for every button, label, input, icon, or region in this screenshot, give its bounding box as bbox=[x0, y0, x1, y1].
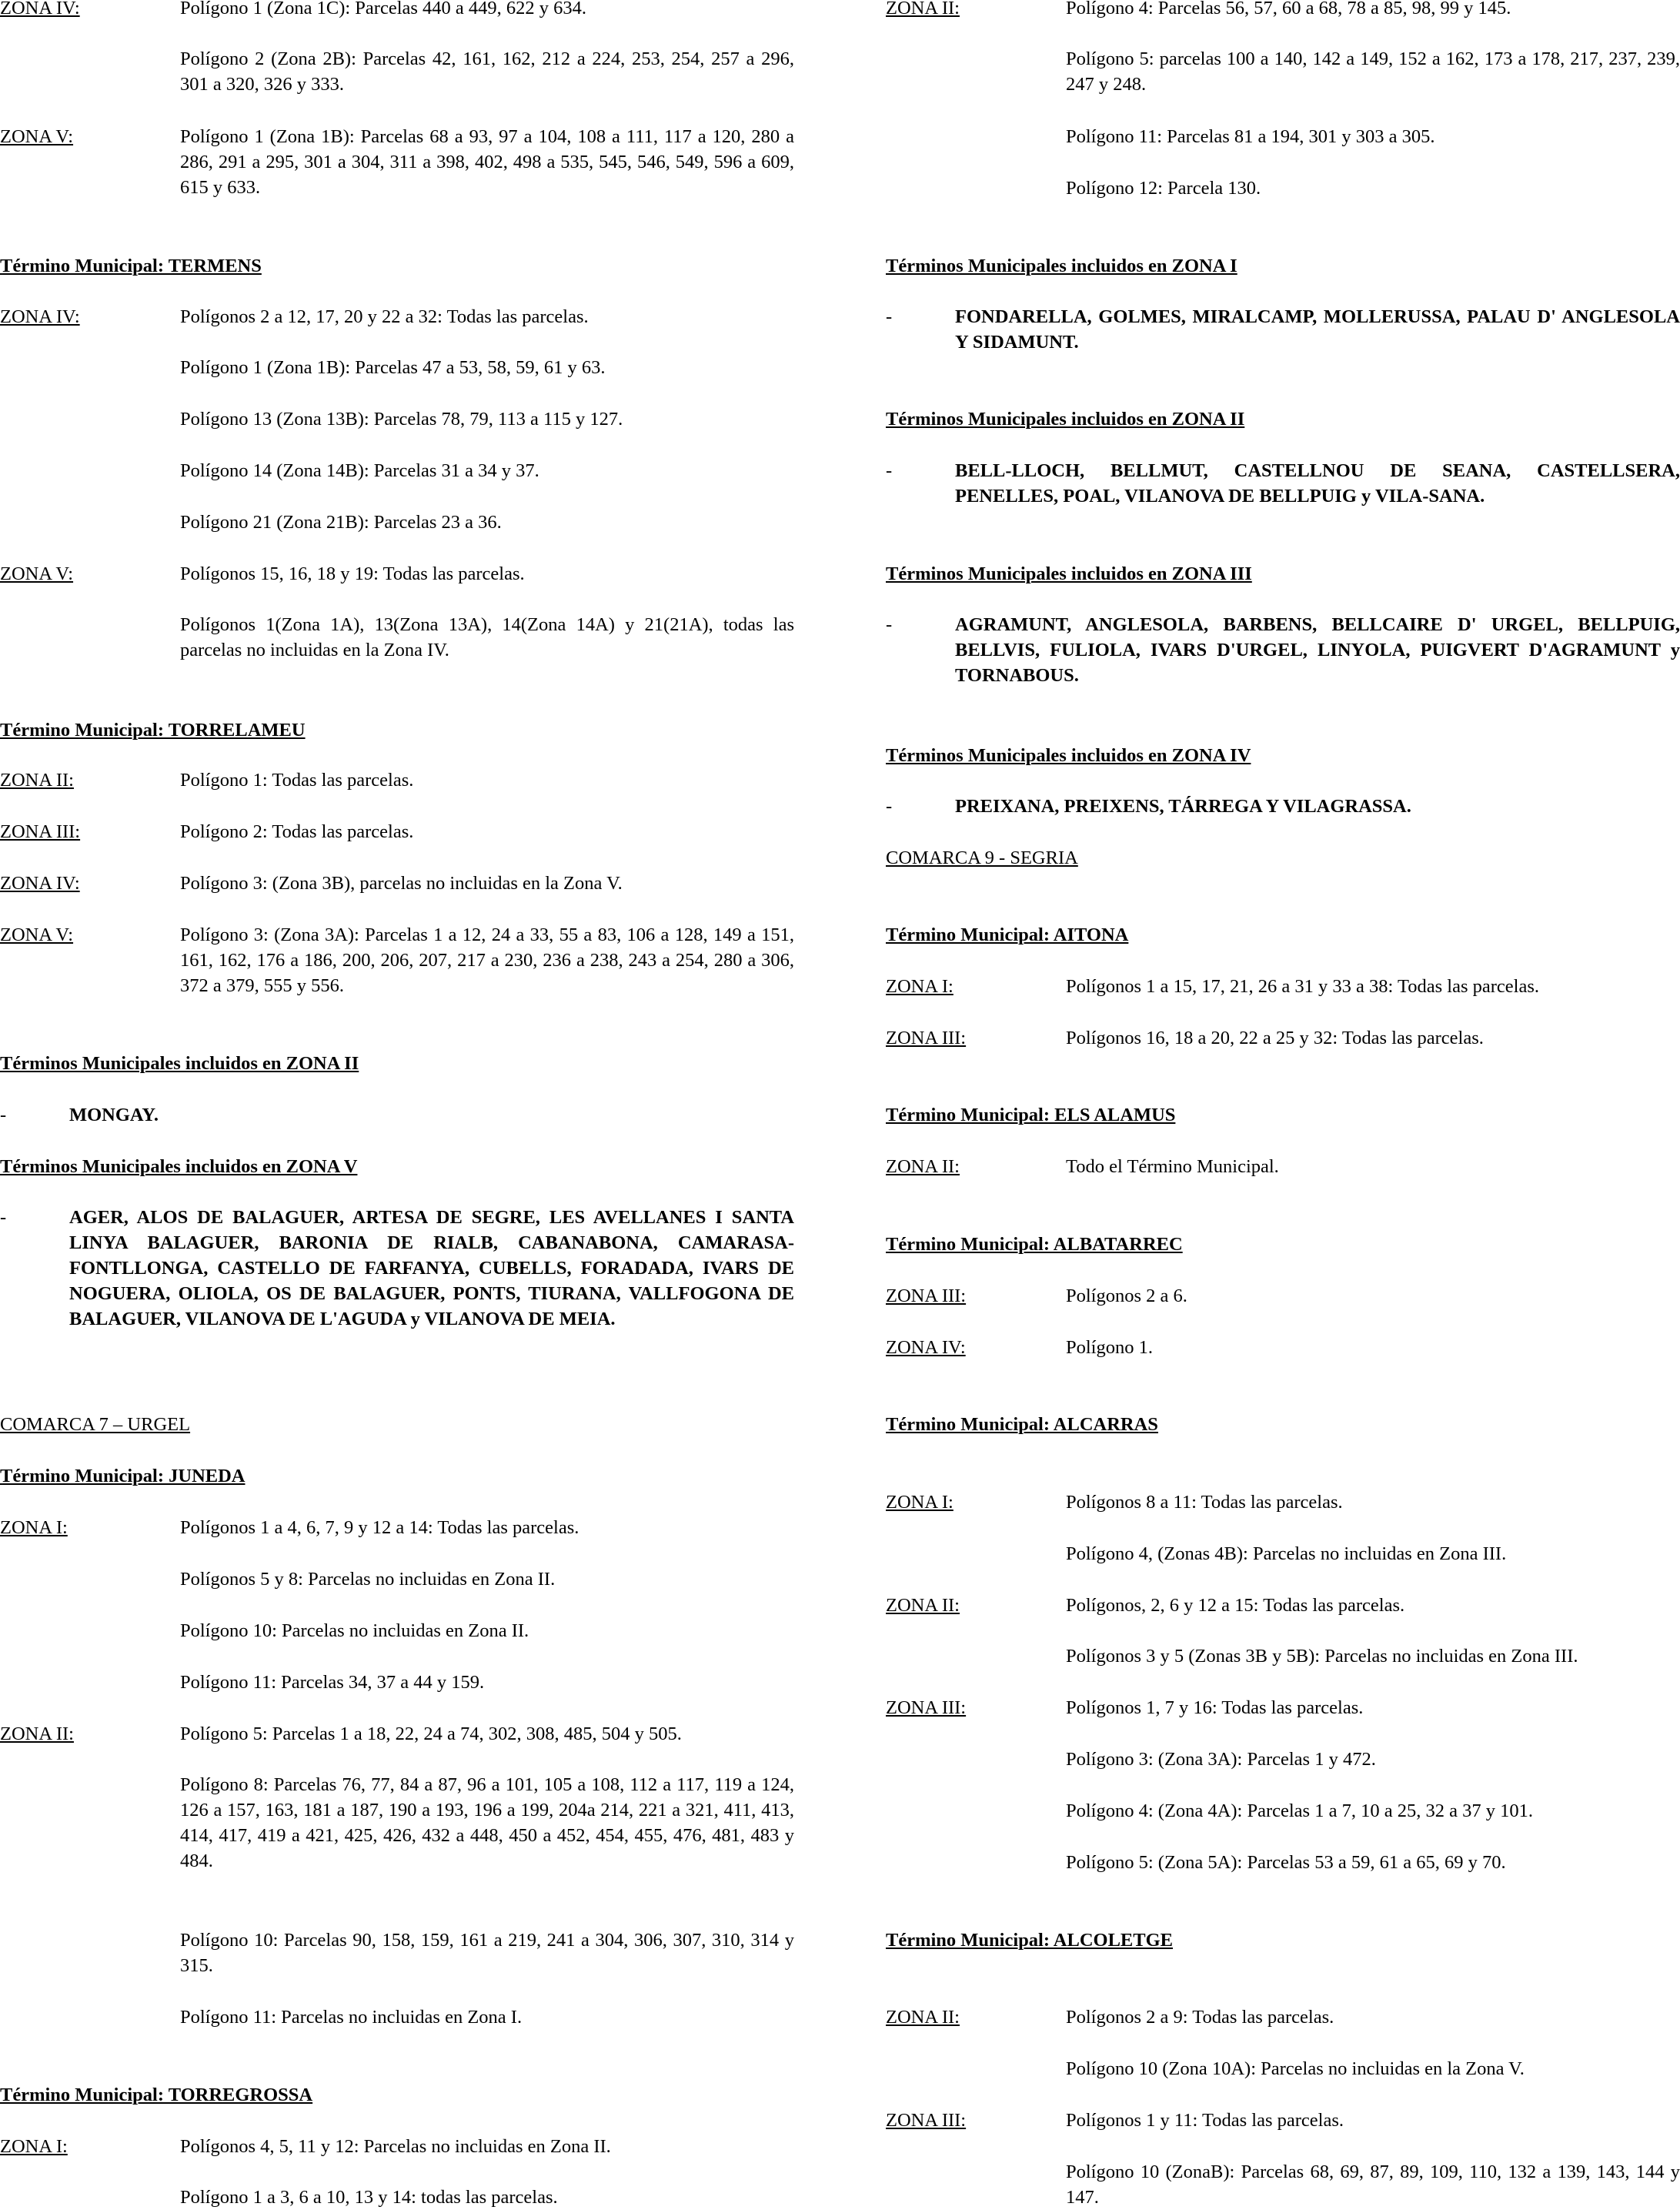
zone-text: Todo el Término Municipal. bbox=[1066, 1156, 1279, 1177]
zone-text: Polígonos 1, 7 y 16: Todas las parcelas. bbox=[1066, 1697, 1364, 1718]
zone-text: Polígonos 2 a 9: Todas las parcelas. bbox=[1066, 2007, 1334, 2028]
zone-text: Polígonos 1 a 15, 17, 21, 26 a 31 y 33 a 38: Todas las parcelas. bbox=[1066, 976, 1540, 997]
zone-text: Polígono 8: Parcelas 76, 77, 84 a 87, 96 a 101, 105 a 108, 112 a 117, 119 a 124, 126 a 157, 163, 181 a 187, 190 a 193, 196 a 199, 204a 214, 221 a 321, 411, 413, 414, 417, 419 a 421, 425, 426, 432 a 448, 450 a 452, 454, 455, 476, 481, 483 y 484. bbox=[180, 1774, 794, 1871]
zone-label: ZONA II: bbox=[886, 0, 960, 18]
section-title: Término Municipal: TORRELAMEU bbox=[0, 720, 306, 741]
zone-text: Polígono 1 a 3, 6 a 10, 13 y 14: todas las parcelas. bbox=[180, 2187, 558, 2208]
zone-text: Polígonos 1 y 11: Todas las parcelas. bbox=[1066, 2110, 1344, 2131]
zone-text: Polígono 14 (Zona 14B): Parcelas 31 a 34 y 37. bbox=[180, 460, 539, 481]
section-title: Términos Municipales incluidos en ZONA IV bbox=[886, 745, 1251, 766]
zone-text: Polígono 2 (Zona 2B): Parcelas 42, 161, 162, 212 a 224, 253, 254, 257 a 296, 301 a 320, 326 y 333. bbox=[180, 48, 794, 95]
zone-text: Polígono 1. bbox=[1066, 1337, 1153, 1358]
zone-label: ZONA I: bbox=[0, 2136, 68, 2157]
zone-label: ZONA IV: bbox=[0, 0, 80, 18]
zone-text: Polígono 3: (Zona 3A): Parcelas 1 y 472. bbox=[1066, 1749, 1376, 1770]
municipality-names: FONDARELLA, GOLMES, MIRALCAMP, MOLLERUSSA, PALAU D' ANGLESOLA Y SIDAMUNT. bbox=[955, 306, 1680, 353]
comarca-heading: COMARCA 9 - SEGRIA bbox=[886, 848, 1078, 868]
zone-text: Polígonos 15, 16, 18 y 19: Todas las parcelas. bbox=[180, 563, 525, 584]
section-title: Término Municipal: AITONA bbox=[886, 924, 1129, 945]
zone-text: Polígono 1: Todas las parcelas. bbox=[180, 770, 414, 791]
section-title: Término Municipal: TERMENS bbox=[0, 256, 262, 276]
zone-text: Polígono 5: parcelas 100 a 140, 142 a 149, 152 a 162, 173 a 178, 217, 237, 239, 247 y 248. bbox=[1066, 48, 1680, 95]
zone-text: Polígono 13 (Zona 13B): Parcelas 78, 79, 113 a 115 y 127. bbox=[180, 409, 623, 430]
zone-label: ZONA I: bbox=[886, 976, 954, 997]
section-title: Término Municipal: TORREGROSSA bbox=[0, 2085, 313, 2105]
list-dash: - bbox=[886, 460, 893, 481]
list-dash: - bbox=[886, 306, 893, 327]
zone-text: Polígonos 1 a 4, 6, 7, 9 y 12 a 14: Todas las parcelas. bbox=[180, 1517, 579, 1538]
zone-label: ZONA III: bbox=[886, 2110, 967, 2131]
section-title: Términos Municipales incluidos en ZONA II bbox=[886, 409, 1245, 430]
zone-label: ZONA II: bbox=[886, 2007, 960, 2028]
zone-label: ZONA III: bbox=[886, 1697, 967, 1718]
section-title: Término Municipal: ELS ALAMUS bbox=[886, 1105, 1176, 1125]
zone-text: Polígono 10: Parcelas no incluidas en Zona II. bbox=[180, 1620, 529, 1641]
zone-text: Polígonos 16, 18 a 20, 22 a 25 y 32: Todas las parcelas. bbox=[1066, 1028, 1484, 1048]
zone-label: ZONA V: bbox=[0, 126, 74, 147]
zone-label: ZONA II: bbox=[886, 1595, 960, 1616]
zone-label: ZONA V: bbox=[0, 924, 74, 945]
municipality-names: MONGAY. bbox=[69, 1105, 159, 1125]
section-title: Términos Municipales incluidos en ZONA III bbox=[886, 563, 1252, 584]
zone-text: Polígono 21 (Zona 21B): Parcelas 23 a 36. bbox=[180, 512, 502, 533]
section-title: Término Municipal: ALCOLETGE bbox=[886, 1930, 1173, 1951]
zone-text: Polígono 10 (Zona 10A): Parcelas no incluidas en la Zona V. bbox=[1066, 2058, 1525, 2079]
zone-label: ZONA IV: bbox=[0, 306, 80, 327]
zone-text: Polígono 11: Parcelas no incluidas en Zona I. bbox=[180, 2007, 523, 2028]
zone-label: ZONA III: bbox=[886, 1028, 967, 1048]
zone-text: Polígono 4, (Zonas 4B): Parcelas no incluidas en Zona III. bbox=[1066, 1543, 1507, 1564]
list-dash: - bbox=[886, 796, 893, 817]
municipality-names: PREIXANA, PREIXENS, TÁRREGA Y VILAGRASSA. bbox=[955, 796, 1411, 817]
zone-text: Polígono 1 (Zona 1C): Parcelas 440 a 449, 622 y 634. bbox=[180, 0, 587, 18]
zone-label: ZONA II: bbox=[0, 1724, 74, 1744]
section-title: Término Municipal: ALCARRAS bbox=[886, 1414, 1158, 1435]
zone-text: Polígono 11: Parcelas 34, 37 a 44 y 159. bbox=[180, 1672, 485, 1693]
section-title: Términos Municipales incluidos en ZONA II bbox=[0, 1053, 359, 1074]
section-title: Términos Municipales incluidos en ZONA I bbox=[886, 256, 1237, 276]
zone-text: Polígonos 5 y 8: Parcelas no incluidas en Zona II. bbox=[180, 1569, 556, 1590]
zone-label: ZONA II: bbox=[886, 1156, 960, 1177]
zone-label: ZONA V: bbox=[0, 563, 74, 584]
zone-text: Polígono 12: Parcela 130. bbox=[1066, 178, 1261, 199]
zone-text: Polígono 11: Parcelas 81 a 194, 301 y 303 a 305. bbox=[1066, 126, 1435, 147]
zone-label: ZONA IV: bbox=[0, 873, 80, 894]
municipality-names: BELL-LLOCH, BELLMUT, CASTELLNOU DE SEANA, CASTELLSERA, PENELLES, POAL, VILANOVA DE BELLPUIG y VILA-SANA. bbox=[955, 460, 1680, 507]
zone-text: Polígonos 8 a 11: Todas las parcelas. bbox=[1066, 1492, 1343, 1513]
zone-label: ZONA I: bbox=[0, 1517, 68, 1538]
zone-label: ZONA II: bbox=[0, 770, 74, 791]
list-dash: - bbox=[0, 1207, 7, 1228]
zone-text: Polígono 1 (Zona 1B): Parcelas 47 a 53, 58, 59, 61 y 63. bbox=[180, 357, 606, 378]
section-title: Términos Municipales incluidos en ZONA V bbox=[0, 1156, 358, 1177]
zone-text: Polígono 3: (Zona 3A): Parcelas 1 a 12, 24 a 33, 55 a 83, 106 a 128, 149 a 151, 161, 162, 176 a 186, 200, 206, 207, 217 a 230, 236 a 238, 243 a 254, 280 a 306, 372 a 379, 555 y 556. bbox=[180, 924, 794, 996]
zone-label: ZONA III: bbox=[0, 821, 81, 842]
zone-text: Polígono 4: Parcelas 56, 57, 60 a 68, 78 a 85, 98, 99 y 145. bbox=[1066, 0, 1511, 18]
zone-text: Polígono 10: Parcelas 90, 158, 159, 161 a 219, 241 a 304, 306, 307, 310, 314 y 315. bbox=[180, 1930, 794, 1976]
zone-text: Polígono 5: (Zona 5A): Parcelas 53 a 59, 61 a 65, 69 y 70. bbox=[1066, 1852, 1506, 1873]
zone-text: Polígono 5: Parcelas 1 a 18, 22, 24 a 74, 302, 308, 485, 504 y 505. bbox=[180, 1724, 682, 1744]
zone-label: ZONA I: bbox=[886, 1492, 954, 1513]
zone-text: Polígonos 2 a 12, 17, 20 y 22 a 32: Todas las parcelas. bbox=[180, 306, 589, 327]
zone-label: ZONA IV: bbox=[886, 1337, 966, 1358]
zone-text: Polígonos 2 a 6. bbox=[1066, 1286, 1187, 1306]
list-dash: - bbox=[0, 1105, 7, 1125]
zone-text: Polígonos, 2, 6 y 12 a 15: Todas las parcelas. bbox=[1066, 1595, 1405, 1616]
zone-text: Polígono 2: Todas las parcelas. bbox=[180, 821, 414, 842]
zone-text: Polígono 4: (Zona 4A): Parcelas 1 a 7, 10 a 25, 32 a 37 y 101. bbox=[1066, 1800, 1533, 1821]
section-title: Término Municipal: JUNEDA bbox=[0, 1466, 245, 1486]
zone-text: Polígonos 4, 5, 11 y 12: Parcelas no incluidas en Zona II. bbox=[180, 2136, 611, 2157]
comarca-heading: COMARCA 7 – URGEL bbox=[0, 1414, 191, 1435]
zone-text: Polígono 3: (Zona 3B), parcelas no incluidas en la Zona V. bbox=[180, 873, 623, 894]
municipality-names: AGER, ALOS DE BALAGUER, ARTESA DE SEGRE, LES AVELLANES I SANTA LINYA BALAGUER, BARONIA DE RIALB, CABANABONA, CAMARASA-FONTLLONGA, CASTELLO DE FARFANYA, CUBELLS, FORADADA, IVARS DE NOGUERA, OLIOLA, OS DE BALAGUER, PONTS, TIURANA, VALLFOGONA DE BALAGUER, VILANOVA DE L'AGUDA y VILANOVA DE MEIA. bbox=[69, 1207, 794, 1329]
zone-text: Polígono 10 (ZonaB): Parcelas 68, 69, 87, 89, 109, 110, 132 a 139, 143, 144 y 147. bbox=[1066, 2162, 1680, 2208]
zone-text: Polígonos 1(Zona 1A), 13(Zona 13A), 14(Zona 14A) y 21(21A), todas las parcelas no incluidas en la Zona IV. bbox=[180, 614, 794, 660]
list-dash: - bbox=[886, 614, 893, 635]
zone-label: ZONA III: bbox=[886, 1286, 967, 1306]
section-title: Término Municipal: ALBATARREC bbox=[886, 1234, 1183, 1255]
zone-text: Polígonos 3 y 5 (Zonas 3B y 5B): Parcelas no incluidas en Zona III. bbox=[1066, 1646, 1578, 1667]
zone-text: Polígono 1 (Zona 1B): Parcelas 68 a 93, 97 a 104, 108 a 111, 117 a 120, 280 a 286, 291 a 295, 301 a 304, 311 a 398, 402, 498 a 535, 545, 546, 549, 596 a 609, 615 y 633. bbox=[180, 126, 794, 198]
municipality-names: AGRAMUNT, ANGLESOLA, BARBENS, BELLCAIRE D' URGEL, BELLPUIG, BELLVIS, FULIOLA, IVARS D'URGEL, LINYOLA, PUIGVERT D'AGRAMUNT y TORNABOUS. bbox=[955, 614, 1680, 686]
